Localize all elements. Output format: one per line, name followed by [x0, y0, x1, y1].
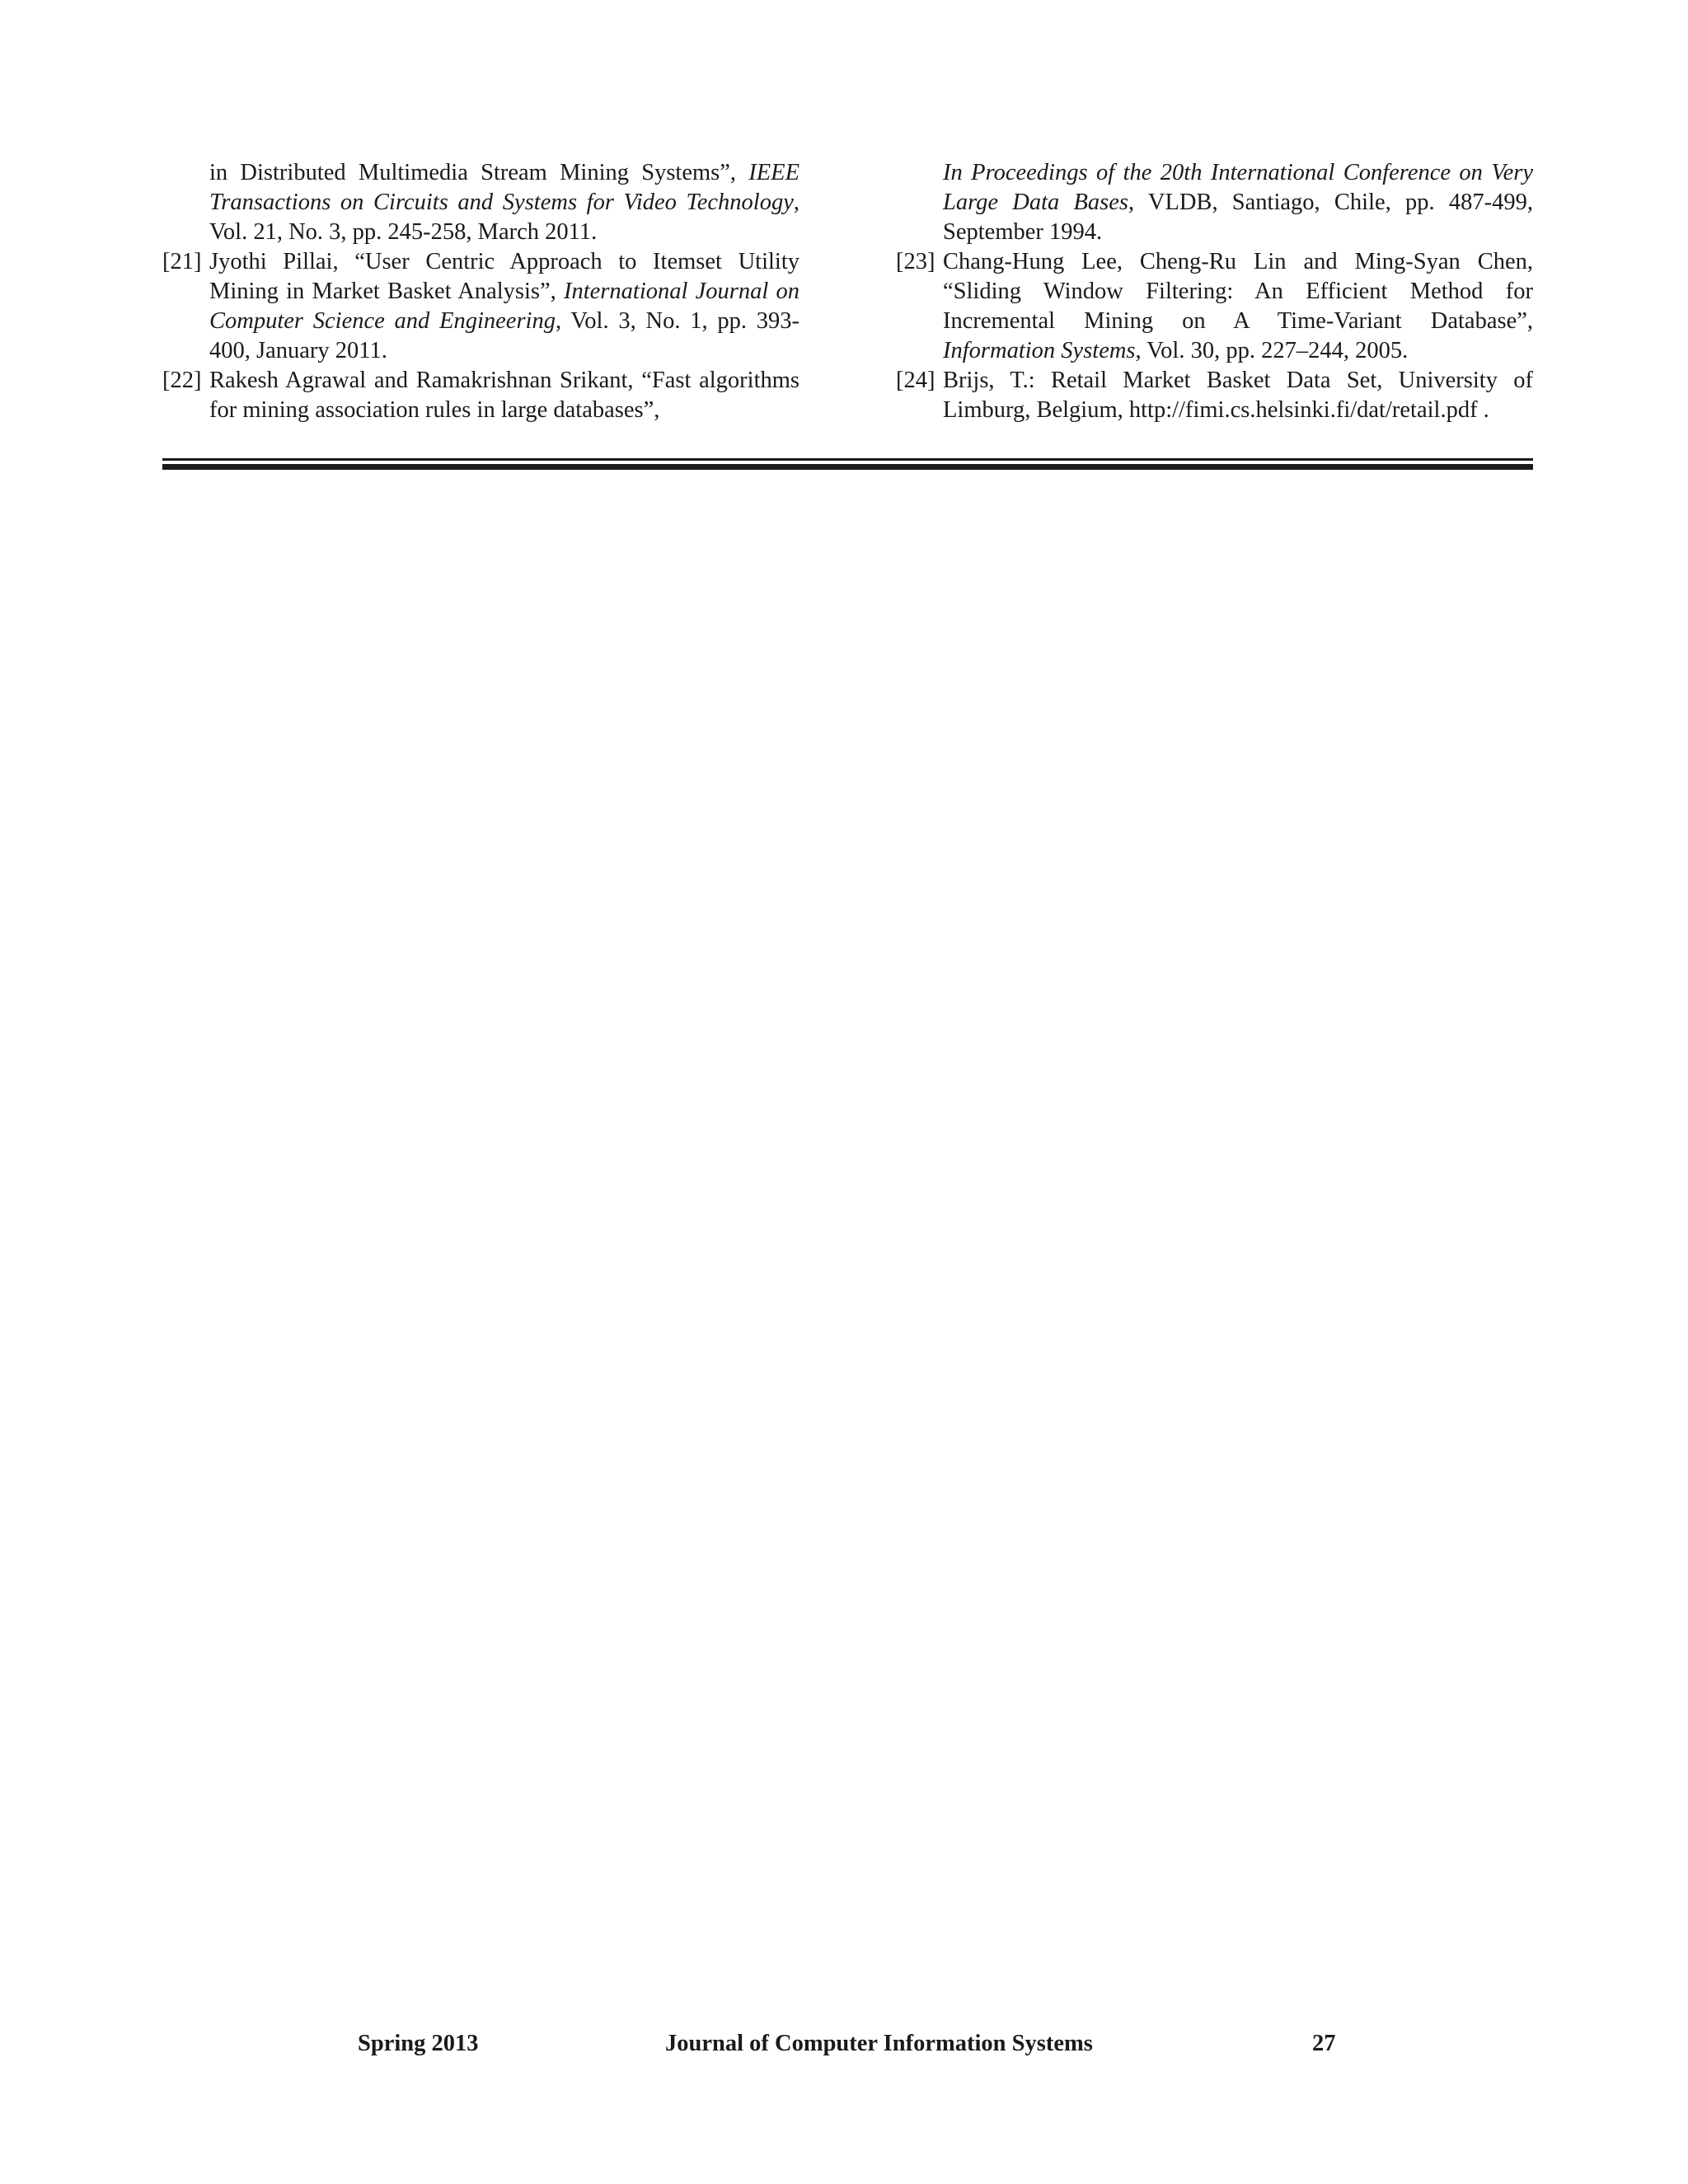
reference-journal-title: International Journal on Computer Science and Engineering — [209, 279, 799, 334]
footer-journal-name: Journal of Computer Information Systems — [665, 2031, 1093, 2056]
reference-number: [21] — [162, 249, 202, 274]
footer-issue: Spring 2013 — [358, 2031, 479, 2056]
reference-text: Brijs, T.: Retail Market Basket Data Set, University of Limburg, Belgium, http://fimi.cs.helsinki.fi/dat/retail.pdf . — [943, 368, 1533, 423]
reference-body — [943, 366, 1533, 425]
reference-24 — [896, 366, 1533, 425]
reference-text: , Vol. 3, No. 1, pp. 393-400, January 2011. — [209, 308, 800, 363]
footer-page-number: 27 — [1312, 2031, 1336, 2056]
reference-text: , Vol. 21, No. 3, pp. 245-258, March 2011. — [209, 190, 799, 245]
reference-number: [22] — [162, 368, 202, 393]
reference-text: Jyothi Pillai, “User Centric Approach to Itemset Utility Mining in Market Basket Analysis”, — [209, 249, 799, 304]
divider-thick — [162, 464, 1533, 470]
references-right-column — [896, 158, 1533, 425]
reference-body — [209, 247, 799, 366]
reference-body — [209, 366, 799, 425]
reference-text: Rakesh Agrawal and Ramakrishnan Srikant, “Fast algorithms for mining association rules in large databases”, — [209, 368, 799, 423]
reference-text: in Distributed Multimedia Stream Mining Systems”, — [209, 160, 749, 185]
reference-21 — [162, 247, 799, 366]
reference-journal-title: Information Systems — [943, 338, 1136, 363]
reference-text: , Vol. 30, pp. 227–244, 2005. — [1135, 338, 1409, 363]
section-end-rule — [162, 458, 1533, 471]
reference-23 — [896, 247, 1533, 366]
reference-22 — [162, 366, 799, 425]
reference-body — [943, 158, 1533, 247]
reference-body — [943, 247, 1533, 366]
divider-thin — [162, 458, 1533, 461]
reference-text: Chang-Hung Lee, Cheng-Ru Lin and Ming-Syan Chen, “Sliding Window Filtering: An Efficient Method for Incremental Mining on A Time-Variant Database”, — [943, 249, 1533, 334]
reference-proceedings-title: In Proceedings of the 20th International Conference on Very Large Data Bases — [943, 160, 1533, 215]
reference-number: [24] — [896, 368, 935, 393]
reference-text: , VLDB, Santiago, Chile, pp. 487-499, September 1994. — [943, 190, 1533, 245]
reference-22-continuation — [896, 158, 1533, 247]
reference-20-continuation — [162, 158, 799, 247]
reference-journal-title: IEEE Transactions on Circuits and Systems for Video Technology — [209, 160, 799, 215]
reference-body — [209, 158, 799, 247]
references-left-column — [162, 158, 799, 425]
reference-number: [23] — [896, 249, 935, 274]
